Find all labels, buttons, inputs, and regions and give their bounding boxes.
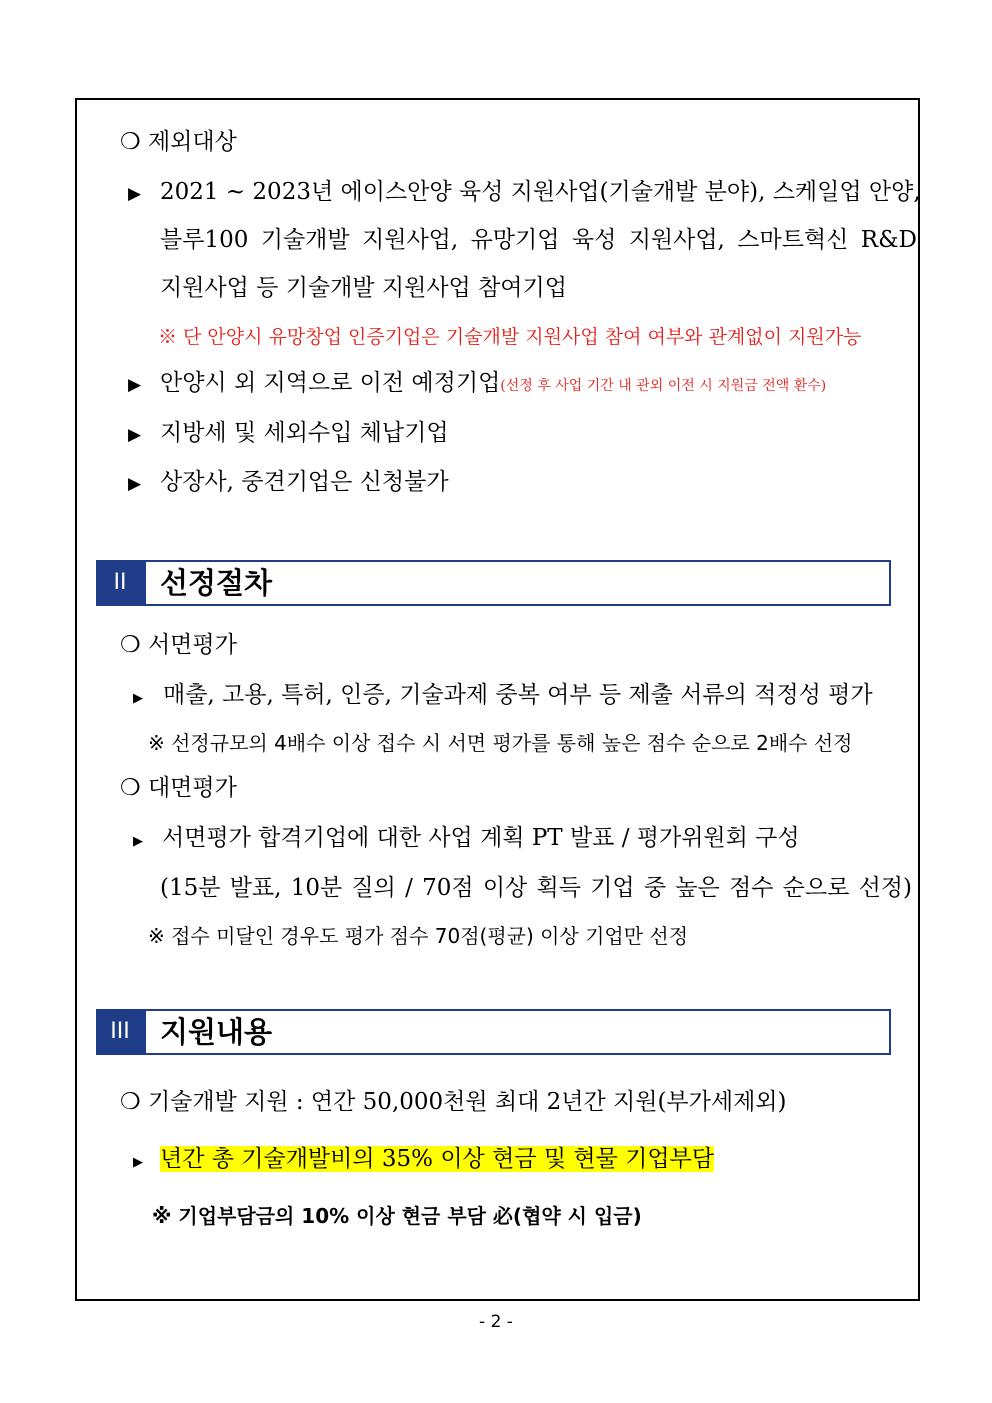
- circle-bullet-icon: ❍: [120, 1089, 141, 1115]
- bullet-arrow-icon: ▶: [128, 474, 142, 494]
- bullet-arrow-icon: ▶: [128, 425, 142, 445]
- excluded-item-3: 지방세 및 세외수입 체납기업: [160, 420, 449, 446]
- excluded-item-1-line-3: 지원사업 등 기술개발 지원사업 참여기업: [160, 275, 567, 301]
- bullet-arrow-icon: ▶: [128, 184, 142, 204]
- section-header-selection: [96, 560, 891, 606]
- excluded-heading: ❍ 제외대상: [120, 129, 237, 155]
- small-arrow-icon: ▶: [133, 1155, 143, 1170]
- excluded-item-4: 상장사, 중견기업은 신청불가: [160, 469, 449, 495]
- support-note: ※ 기업부담금의 10% 이상 현금 부담 必(협약 시 입금): [152, 1204, 642, 1228]
- excluded-item-2-main: 안양시 외 지역으로 이전 예정기업: [160, 370, 501, 396]
- section-title: 선정절차: [160, 566, 273, 600]
- page-number: - 2 -: [479, 1312, 513, 1332]
- support-item: [160, 1144, 714, 1174]
- section-title-box: [144, 1009, 891, 1055]
- bullet-arrow-icon: ▶: [128, 375, 142, 395]
- small-arrow-icon: ▶: [133, 691, 143, 706]
- section-number: II: [96, 560, 144, 606]
- small-arrow-icon: ▶: [133, 834, 143, 849]
- support-heading: ❍ 기술개발 지원 : 연간 50,000천원 최대 2년간 지원(부가세제외): [120, 1089, 787, 1115]
- excluded-item-1-line-2: 블루100 기술개발 지원사업, 유망기업 육성 지원사업, 스마트혁신 R&D: [160, 227, 917, 253]
- interview-detail: (15분 발표, 10분 질의 / 70점 이상 획득 기업 중 높은 점수 순으로 선정): [160, 875, 912, 901]
- excluded-item-2: [160, 368, 826, 401]
- excluded-item-1-line-1: 2021 ~ 2023년 에이스안양 육성 지원사업(기술개발 분야), 스케일업 안양,: [160, 179, 921, 205]
- circle-bullet-icon: ❍: [120, 775, 141, 801]
- section-title-box: [144, 560, 891, 606]
- doc-review-heading: ❍ 서면평가: [120, 632, 237, 658]
- interview-item: 서면평가 합격기업에 대한 사업 계획 PT 발표 / 평가위원회 구성: [162, 825, 800, 851]
- section-header-support: [96, 1009, 891, 1055]
- circle-bullet-icon: ❍: [120, 129, 141, 155]
- section-number: III: [96, 1009, 144, 1055]
- interview-heading: ❍ 대면평가: [120, 775, 237, 801]
- highlighted-text: 년간 총 기술개발비의 35% 이상 현금 및 현물 기업부담: [160, 1146, 714, 1172]
- interview-note: ※ 접수 미달인 경우도 평가 점수 70점(평균) 이상 기업만 선정: [148, 924, 689, 948]
- doc-review-note: ※ 선정규모의 4배수 이상 접수 시 서면 평가를 통해 높은 점수 순으로 2배수 선정: [148, 731, 853, 755]
- section-title: 지원내용: [160, 1015, 273, 1049]
- circle-bullet-icon: ❍: [120, 632, 141, 658]
- excluded-item-2-note: (선정 후 사업 기간 내 관외 이전 시 지원금 전액 환수): [500, 378, 827, 394]
- doc-review-item: 매출, 고용, 특허, 인증, 기술과제 중복 여부 등 제출 서류의 적정성 평가: [163, 682, 873, 708]
- excluded-item-1-note: ※ 단 안양시 유망창업 인증기업은 기술개발 지원사업 참여 여부와 관계없이 지원가능: [158, 326, 862, 348]
